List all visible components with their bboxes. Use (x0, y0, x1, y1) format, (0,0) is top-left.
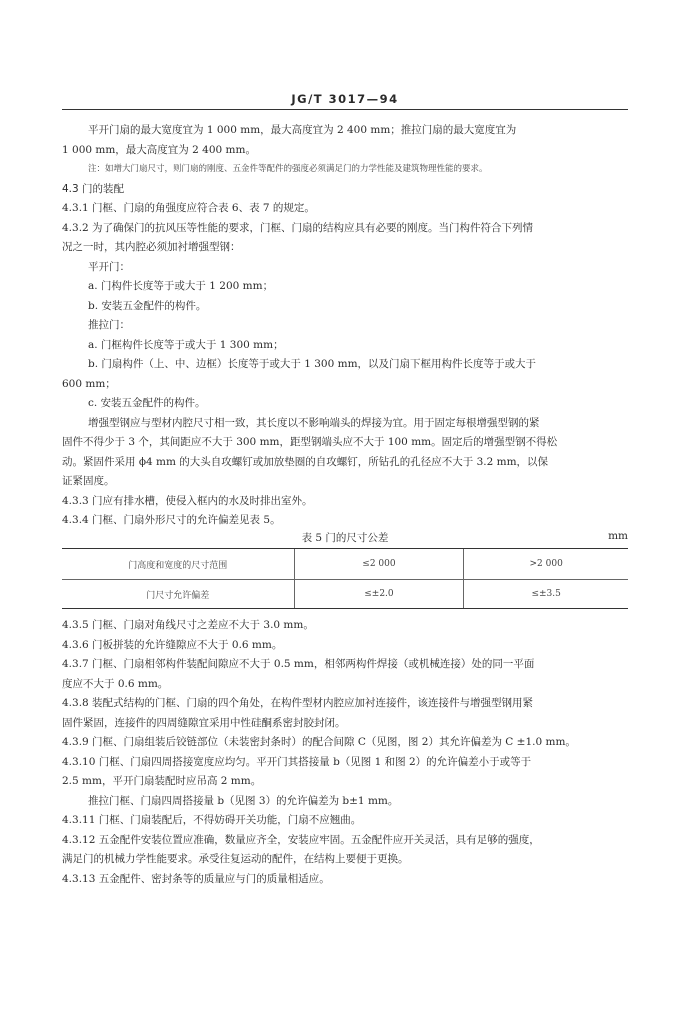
paragraph-line: 4.3.1 门框、门扇的角强度应符合表 6、表 7 的规定。 (62, 202, 315, 214)
paragraph-line: a. 门框构件长度等于或大于 1 300 mm； (88, 338, 284, 351)
paragraph-line: 4.3.3 门应有排水槽，使侵入框内的水及时排出室外。 (62, 494, 313, 507)
paragraph-line: 4.3.6 门板拼装的允许缝隙应不大于 0.6 mm。 (62, 638, 283, 651)
paragraph-line: 4.3.4 门框、门扇外形尺寸的允许偏差见表 5。 (62, 514, 281, 526)
paragraph-line: 度应不大于 0.6 mm。 (62, 677, 169, 690)
paragraph-line: 况之一时，其内腔必须加衬增强型钢： (62, 241, 241, 253)
paragraph-line: 4.3.8 装配式结构的门框、门扇的四个角处，在构件型材内腔应加衬连接件，该连接件与增强型钢用紧 (62, 697, 534, 709)
paragraph-line: 满足门的机械力学性能要求。承受往复运动的配件，在结构上要便于更换。 (62, 853, 409, 865)
paragraph-line: 动。紧固件采用 ϕ4 mm 的大头自攻螺钉或加放垫圈的自攻螺钉，所钻孔的孔径应不大于 3.2 mm，以保 (62, 455, 549, 468)
paragraph-line: 证紧固度。 (62, 475, 115, 487)
table-cell: 门尺寸允许偏差 (62, 580, 294, 609)
paragraph-line: 推拉门框、门扇四周搭接量 b（见图 3）的允许偏差为 b±1 mm。 (88, 794, 399, 807)
header-rule (62, 109, 628, 110)
paragraph-line: 固件不得少于 3 个，其间距应不大于 300 mm，距型钢端头应不大于 100 mm。固定后的增强型钢不得松 (62, 436, 558, 448)
standard-code-header: JG/T 3017—94 (291, 92, 399, 106)
paragraph-line: 2.5 mm，平开门扇装配时应吊高 2 mm。 (62, 775, 262, 787)
paragraph-line: 增强型钢应与型材内腔尺寸相一致，其长度以不影响端头的焊接为宜。用于固定每根增强型钢的紧 (88, 416, 540, 429)
paragraph-line: 平开门扇的最大宽度宜为 1 000 mm，最大高度宜为 2 400 mm；推拉门扇的最大宽度宜为 (88, 124, 517, 136)
table-unit: mm (608, 530, 628, 542)
paragraph-line: 推拉门： (88, 319, 130, 331)
note-text: 注：如增大门扇尺寸，则门扇的刚度、五金件等配件的强度必须满足门的力学性能及建筑物理性能的要求。 (88, 164, 488, 174)
table-title: 表 5 门的尺寸公差 (301, 532, 389, 544)
paragraph-line: a. 门构件长度等于或大于 1 200 mm； (88, 280, 274, 292)
paragraph-line: 4.3.7 门框、门扇相邻构件装配间隙应不大于 0.5 mm，相邻两构件焊接（或机械连接）处的同一平面 (62, 658, 535, 670)
paragraph-line: 600 mm； (62, 377, 116, 390)
paragraph-line: 4.3.2 为了确保门的抗风压等性能的要求，门框、门扇的结构应具有必要的刚度。当门构件符合下列情 (62, 221, 534, 234)
paragraph-line: 4.3.13 五金配件、密封条等的质量应与门的质量相适应。 (62, 872, 330, 885)
table-caption-row (62, 530, 628, 546)
paragraph-line: c. 安装五金配件的构件。 (88, 397, 206, 409)
table-cell: 门高度和宽度的尺寸范围 (62, 549, 294, 580)
paragraph-line: 4.3.5 门框、门扇对角线尺寸之差应不大于 3.0 mm。 (62, 619, 314, 631)
paragraph-line: b. 门扇构件（上、中、边框）长度等于或大于 1 300 mm，以及门扇下框用构件长度等于或大于 (88, 358, 537, 370)
paragraph-line: b. 安装五金配件的构件。 (88, 299, 207, 312)
table-cell: ≤±3.5 (464, 580, 628, 609)
table-row (62, 549, 628, 580)
table-cell: ≤±2.0 (294, 580, 464, 609)
section-heading: 4.3 门的装配 (62, 182, 125, 195)
paragraph-line: 4.3.12 五金配件安装位置应准确，数量应齐全，安装应牢固。五金配件应开关灵活，具有足够的强度， (62, 833, 540, 846)
paragraph-line: 4.3.10 门框、门扇四周搭接宽度应均匀。平开门其搭接量 b（见图 1 和图 2）的允许偏差小于或等于 (62, 755, 532, 768)
paragraph-line: 平开门： (88, 260, 130, 273)
tolerance-table (62, 548, 628, 609)
table-cell: ≤2 000 (294, 549, 464, 580)
paragraph-line: 4.3.11 门框、门扇装配后，不得妨碍开关功能，门扇不应翘曲。 (62, 814, 362, 826)
paragraph-line: 固件紧固，连接件的四周缝隙宜采用中性硅酮系密封胶封闭。 (62, 716, 346, 729)
table-row (62, 580, 628, 609)
table-cell: >2 000 (464, 549, 628, 580)
paragraph-line: 1 000 mm，最大高度宜为 2 400 mm。 (62, 143, 256, 156)
paragraph-line: 4.3.9 门框、门扇组装后铰链部位（未装密封条时）的配合间隙 C（见图，图 2）其允许偏差为 C ±1.0 mm。 (62, 736, 576, 748)
